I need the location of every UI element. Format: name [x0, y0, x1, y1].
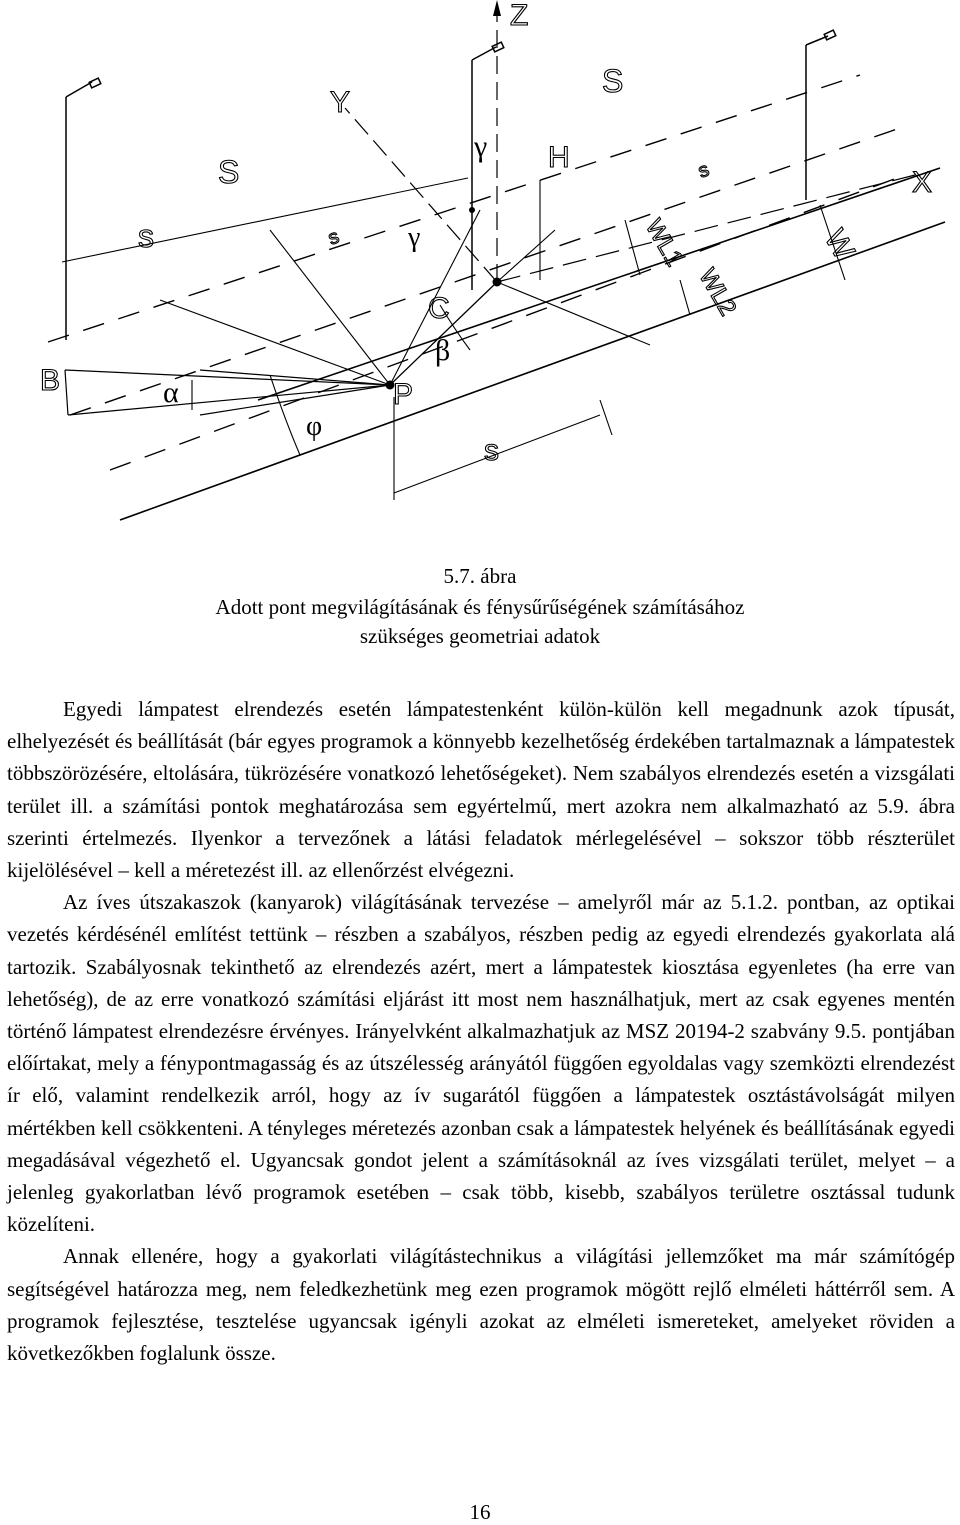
label-w: W	[817, 224, 861, 266]
label-s-small-mid: s	[325, 225, 343, 250]
lamp-pole-right	[806, 30, 836, 200]
label-gamma-mid: γ	[408, 222, 421, 253]
label-s-top: S	[602, 63, 624, 99]
paragraph-1: Egyedi lámpatest elrendezés esetén lámpatestenként külön-külön kell megadnunk azok típusát, elhelyezését és beállítását (bár egyes programok a könnyebb kezelhetőség érdekében tartalmaznak a lámpatestek többszörözésére, eltolására, tükrözésére vonatkozó lehetőségeket). Nem szabályos elrendezés esetén a vizsgálati terület ill. a számítási pontok meghatározása sem egyértelmű, mert azokra nem alkalmazható az 5.9. ábra szerinti értelmezés. Ilyenkor a tervezőnek a látási feladatok mérlegelésével – sokszor több részterület kijelölésével – kell a méretezést ill. az ellenőrzést elvégezni.	[7, 697, 955, 883]
label-wl1: WL1	[639, 214, 689, 272]
lamp-pole-left	[66, 78, 101, 340]
label-p: P	[393, 378, 414, 411]
label-b: B	[40, 364, 61, 397]
lamp-pole-middle	[472, 42, 504, 290]
label-alpha: α	[163, 376, 179, 409]
label-s-small-right: s	[695, 158, 713, 183]
geometry-figure	[0, 0, 960, 560]
page-number: 16	[469, 1500, 491, 1524]
label-c: C	[428, 292, 450, 325]
figure-number: 5.7. ábra	[443, 564, 517, 588]
caption-line-1: Adott pont megvilágításának és fénysűrűségének számításához	[215, 595, 745, 619]
label-s-small-left: s	[138, 218, 154, 254]
label-gamma-top: γ	[474, 130, 488, 163]
paragraph-2: Az íves útszakaszok (kanyarok) világításának tervezése – amelyről már az 5.1.2. pontban, az optikai vezetés kérdésénél említést tettünk – részben a szabályos, részben pedig az egyedi elrendezés gyakorlata alá tartozik. Szabályosnak tekinthető az elrendezés azért, mert a lámpatestek kiosztása egyenletes (ha erre van lehetőség), de az erre vonatkozó számítási eljárást itt most nem használhatjuk, mert az csak egyenes mentén történő lámpatest elrendezésre érvényes. Irányelvként alkalmazhatjuk az MSZ 20194-2 szabvány 9.5. pontjában előírtakat, mely a fénypontmagasság és az útszélesség arányától függően egyoldalas vagy szemközti elrendezést ír elő, valamint rendelkezik arról, hogy az ív sugarától függően a lámpatestek osztástávolságát milyen mértékben kell csökkenteni. A tényleges méretezés azonban csak a lámpatestek helyének és beállításának egyedi megadásával végezhető el. Ugyancsak gondot jelent a számításoknál az íves vizsgálati terület, melyet – a jelenleg gyakorlatban lévő programok esetében – csak több, kisebb, szabályos területre osztással tudunk közelíteni.	[7, 890, 955, 1237]
paragraph-3: Annak ellenére, hogy a gyakorlati világítástechnikus a világítási jellemzőket ma már számítógép segítségével határozza meg, nem feledkezhetünk meg ezen programok mögött rejlő elméleti háttérről sem. A programok fejlesztése, tesztelése ugyancsak igényli azokat az elméleti ismereteket, amelyeket röviden a következőkben foglalunk össze.	[7, 1244, 955, 1366]
label-y-axis: Y	[330, 86, 351, 119]
label-s-left: S	[218, 154, 240, 190]
label-s-bottom: s	[484, 434, 499, 467]
caption-line-2: szükséges geometriai adatok	[359, 624, 601, 648]
body-text	[7, 693, 955, 1369]
label-z-axis: Z	[510, 0, 529, 32]
label-beta: β	[435, 334, 451, 367]
label-h: H	[548, 141, 570, 174]
label-wl2: WL2	[693, 264, 742, 321]
label-x-axis: X	[912, 166, 933, 199]
label-phi: φ	[306, 411, 323, 442]
